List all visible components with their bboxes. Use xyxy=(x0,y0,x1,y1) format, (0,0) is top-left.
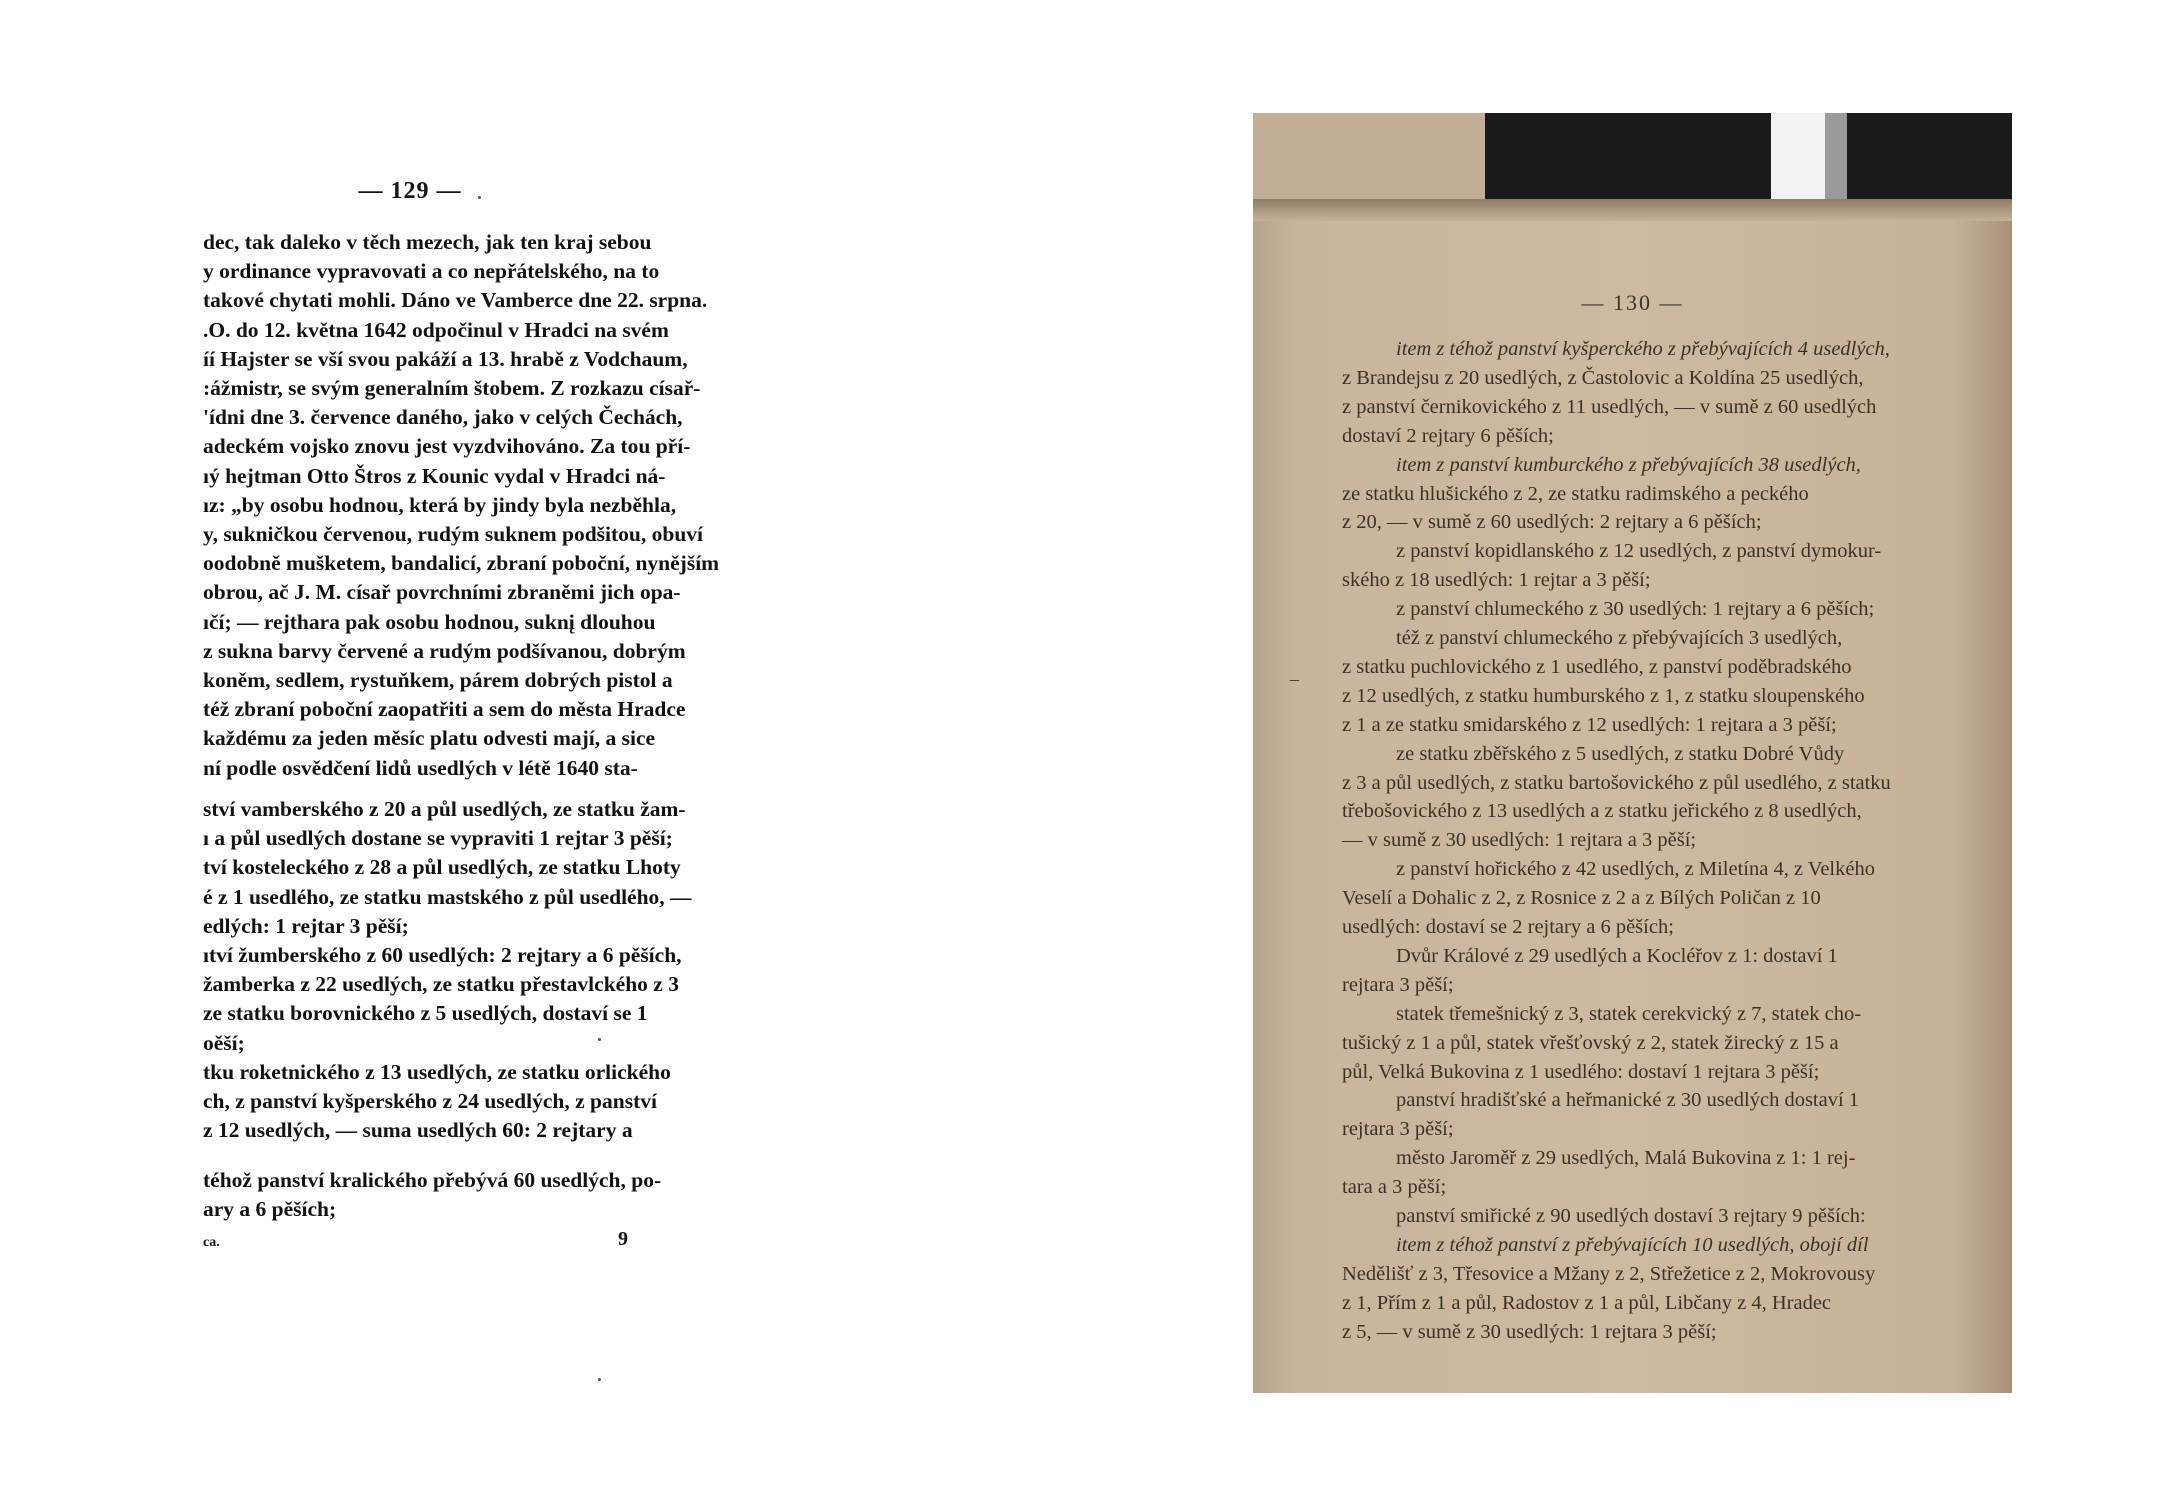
text-line: oěší; xyxy=(203,1030,245,1055)
page-number-header: — 129 — xyxy=(358,178,462,204)
text-line: z panství hořického z 42 usedlých, z Miletína 4, z Velkého xyxy=(1396,858,1875,881)
text-line: tví kosteleckého z 28 a půl usedlých, ze statku Lhoty xyxy=(203,855,681,880)
text-line: ze statku zběřského z 5 usedlých, z statku Dobré Vůdy xyxy=(1396,742,1845,765)
text-line: ıčí; — rejthara pak osobu hodnou, suknį dlouhou xyxy=(203,609,656,634)
text-line: é z 1 usedlého, ze statku mastského z půl usedlého, — xyxy=(203,884,692,909)
signature-number: 9 xyxy=(618,1228,628,1250)
text-line: město Jaroměř z 29 usedlých, Malá Bukovina z 1: 1 rej- xyxy=(1396,1147,1856,1170)
text-line: dostaví 2 rejtary 6 pěších; xyxy=(1342,424,1554,447)
text-line: tku roketnického z 13 usedlých, ze statku orlického xyxy=(203,1059,671,1084)
scan-shadow xyxy=(1253,199,2012,221)
signature-mark: ca. xyxy=(203,1235,220,1250)
text-line: ı a půl usedlých dostane se vypraviti 1 rejtar 3 pěší; xyxy=(203,826,673,851)
text-line: oodobně mušketem, bandalicí, zbraní poboční, nynějším xyxy=(203,551,720,576)
text-line: panství smiřické z 90 usedlých dostaví 3 rejtary 9 pěších: xyxy=(1396,1205,1866,1227)
right-page xyxy=(1253,113,2012,1393)
text-line: takové chytati mohli. Dáno ve Vamberce dne 22. srpna. xyxy=(203,288,708,313)
speck xyxy=(478,196,481,199)
text-line: Nedělišť z 3, Třesovice a Mžany z 2, Střežetice z 2, Mokrovousy xyxy=(1342,1262,1876,1285)
text-line: žamberka z 22 usedlých, ze statku přestavlckého z 3 xyxy=(203,972,679,997)
text-line: ıtví žumberského z 60 usedlých: 2 rejtary a 6 pěších, xyxy=(203,943,682,967)
text-line: íí Hajster se vší svou pakáží a 13. hrabě z Vodchaum, xyxy=(203,346,688,371)
text-line: panství hradišťské a heřmanické z 30 usedlých dostaví 1 xyxy=(1396,1089,1860,1112)
text-line: 'ídni dne 3. července daného, jako v celých Čechách, xyxy=(203,405,683,430)
text-line: z 3 a půl usedlých, z statku bartošovického z půl usedlého, z statku xyxy=(1342,771,1891,794)
text-line: z 12 usedlých, z statku humburského z 1, z statku sloupenského xyxy=(1342,684,1865,707)
margin-mark: – xyxy=(1290,669,1299,689)
text-line: ze statku hlušického z 2, ze statku radimského a peckého xyxy=(1342,482,1809,505)
text-line: .O. do 12. května 1642 odpočinul v Hradci na svém xyxy=(203,317,669,342)
text-line: ıý hejtman Otto Štros z Kounic vydal v Hradci ná- xyxy=(203,463,666,488)
text-line: ch, z panství kyšperského z 24 usedlých, z panství xyxy=(203,1089,657,1113)
text-line: Dvůr Králové z 29 usedlých a Kocléřov z 1: dostaví 1 xyxy=(1396,944,1838,967)
text-line: dec, tak daleko v těch mezech, jak ten kraj sebou xyxy=(203,230,652,254)
text-line: tušický z 1 a půl, statek vřešťovský z 2, statek žirecký z 15 a xyxy=(1342,1031,1839,1054)
text-line: též z panství chlumeckého z přebývajících 3 usedlých, xyxy=(1396,627,1843,649)
scan-dark-band xyxy=(1485,113,2012,199)
text-line: z 12 usedlých, — suma usedlých 60: 2 rejtary a xyxy=(203,1118,633,1143)
page-number-header: — 130 — xyxy=(1581,290,1684,315)
text-line: třebošovického z 13 usedlých a z statku jeřického z 8 usedlých, xyxy=(1342,800,1862,823)
text-line: rejtara 3 pěší; xyxy=(1342,973,1454,996)
scan-grey-block xyxy=(1825,113,1847,199)
text-line: — v sumě z 30 usedlých: 1 rejtara a 3 pěší; xyxy=(1342,829,1697,852)
text-line: usedlých: dostaví se 2 rejtary a 6 pěších; xyxy=(1342,916,1674,938)
text-line: ství vamberského z 20 a půl usedlých, ze statku žam- xyxy=(203,797,686,821)
text-line: rejtara 3 pěší; xyxy=(1342,1118,1454,1141)
text-line: item z panství kumburckého z přebývajících 38 usedlých, xyxy=(1396,453,1861,476)
text-line: ary a 6 pěších; xyxy=(203,1197,337,1222)
text-line: každému za jeden měsíc platu odvesti mají, a sice xyxy=(203,726,656,751)
left-page xyxy=(0,0,1080,1500)
text-line: y, sukničkou červenou, rudým suknem podšitou, obuví xyxy=(203,522,704,546)
text-line: z 5, — v sumě z 30 usedlých: 1 rejtara 3 pěší; xyxy=(1342,1320,1717,1343)
text-line: item z téhož panství kyšperckého z přebývajících 4 usedlých, xyxy=(1396,338,1890,360)
text-line: koněm, sedlem, rystuňkem, párem dobrých pistol a xyxy=(203,668,673,692)
speck xyxy=(598,1038,601,1041)
text-line: též zbraní poboční zaopatřiti a sem do města Hradce xyxy=(203,697,686,722)
text-line: statek třemešnický z 3, statek cerekvický z 7, statek cho- xyxy=(1396,1002,1862,1025)
text-line: půl, Velká Bukovina z 1 usedlého: dostaví 1 rejtara 3 pěší; xyxy=(1342,1060,1820,1083)
text-line: y ordinance vypravovati a co nepřátelského, na to xyxy=(203,259,660,284)
text-line: z statku puchlovického z 1 usedlého, z panství poděbradského xyxy=(1342,655,1852,678)
text-line: tara a 3 pěší; xyxy=(1342,1176,1447,1199)
text-line: adeckém vojsko znovu jest vyzdvihováno. Za tou pří- xyxy=(203,434,691,459)
text-line: z panství chlumeckého z 30 usedlých: 1 rejtary a 6 pěších; xyxy=(1396,598,1875,621)
text-line: ze statku borovnického z 5 usedlých, dostaví se 1 xyxy=(203,1001,648,1026)
text-line: z panství kopidlanského z 12 usedlých, z panství dymokur- xyxy=(1396,540,1882,563)
text-line: item z téhož panství z přebývajících 10 usedlých, obojí díl xyxy=(1396,1233,1869,1256)
text-line: obrou, ač J. M. císař povrchními zbraněmi jich opa- xyxy=(203,580,681,605)
text-line: z Brandejsu z 20 usedlých, z Častolovic a Koldína 25 usedlých, xyxy=(1342,366,1864,389)
text-line: téhož panství kralického přebývá 60 usedlých, po- xyxy=(203,1168,662,1192)
speck xyxy=(598,1378,601,1381)
text-line: z 20, — v sumě z 60 usedlých: 2 rejtary a 6 pěších; xyxy=(1342,511,1762,534)
scan-light-block xyxy=(1771,113,1825,199)
text-line: z panství černikovického z 11 usedlých, — v sumě z 60 usedlých xyxy=(1342,395,1877,418)
text-line: ní podle osvědčení lidů usedlých v létě 1640 sta- xyxy=(203,755,638,780)
text-line: z 1 a ze statku smidarského z 12 usedlých: 1 rejtara a 3 pěší; xyxy=(1342,713,1837,736)
text-line: z sukna barvy červené a rudým podšívanou, dobrým xyxy=(203,638,686,663)
text-line: :ážmistr, se svým generalním štobem. Z rozkazu císař- xyxy=(203,376,701,400)
text-line: z 1, Přím z 1 a půl, Radostov z 1 a půl, Libčany z 4, Hradec xyxy=(1342,1291,1832,1314)
text-line: ského z 18 usedlých: 1 rejtar a 3 pěší; xyxy=(1342,569,1651,592)
text-line: edlých: 1 rejtar 3 pěší; xyxy=(203,913,409,938)
text-line: ız: „by osobu hodnou, která by jindy byla nezběhla, xyxy=(203,492,677,517)
text-line: Veselí a Dohalic z 2, z Rosnice z 2 a z Bílých Poličan z 10 xyxy=(1342,887,1821,910)
